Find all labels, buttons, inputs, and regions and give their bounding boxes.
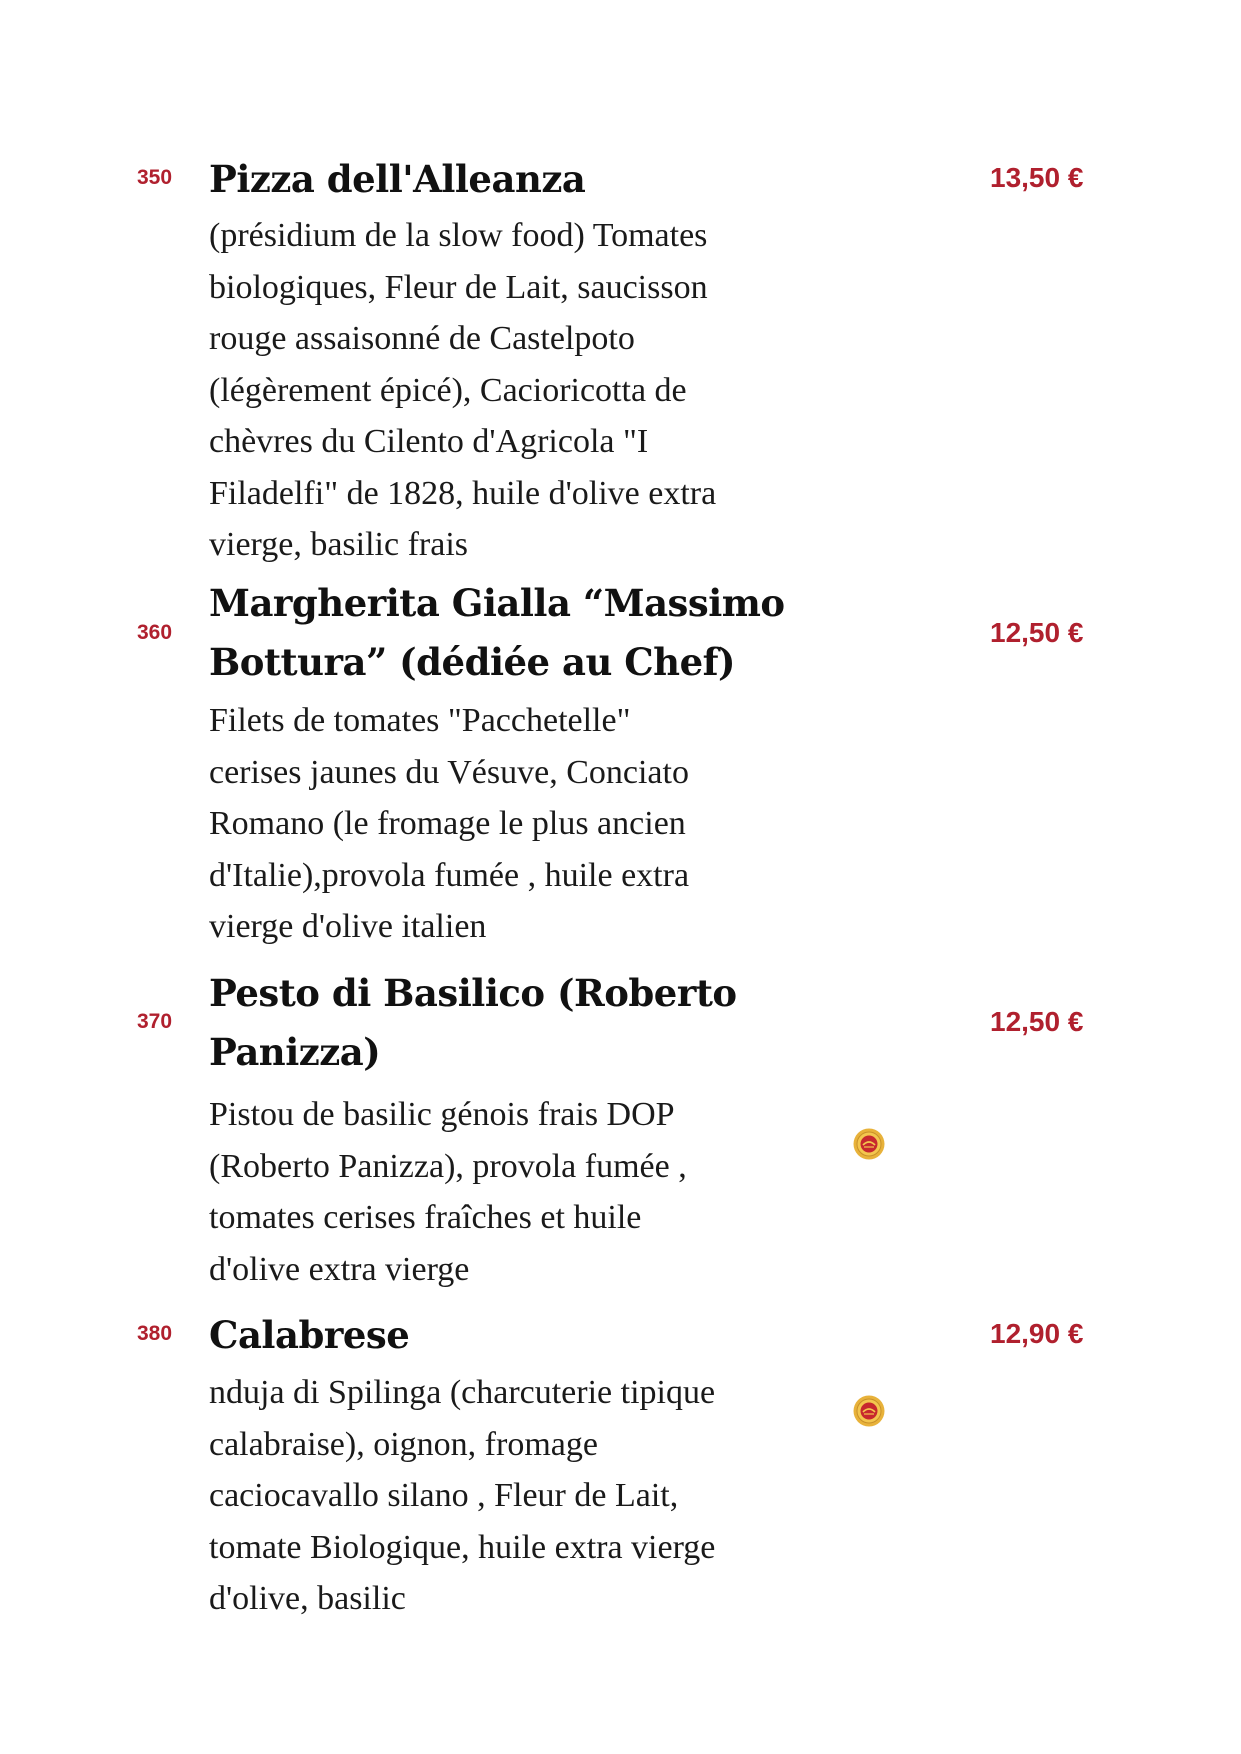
description-line: calabraise), oignon, fromage bbox=[209, 1425, 598, 1463]
item-name-line: Panizza) bbox=[209, 1030, 381, 1074]
item-number: 360 bbox=[137, 621, 173, 644]
description-line: tomates cerises fraîches et huile bbox=[209, 1199, 642, 1236]
description-line: biologiques, Fleur de Lait, saucisson bbox=[209, 268, 708, 306]
description-line: nduja di Spilinga (charcuterie tipique bbox=[209, 1374, 716, 1411]
item-price: 12,50 € bbox=[990, 1006, 1084, 1037]
description-line: (présidium de la slow food) Tomates bbox=[209, 217, 708, 254]
item-name bbox=[209, 1306, 849, 1365]
description-line: Filadelfi" de 1828, huile d'olive extra bbox=[209, 474, 717, 512]
description-line: d'olive extra vierge bbox=[209, 1250, 470, 1288]
item-price: 13,50 € bbox=[990, 162, 1084, 193]
item-name-line: Calabrese bbox=[209, 1313, 410, 1357]
description-line: Romano (le fromage le plus ancien bbox=[209, 805, 686, 842]
description-line: chèvres du Cilento d'Agricola "I bbox=[209, 423, 649, 460]
item-name-line: Bottura” (dédiée au Chef) bbox=[209, 640, 736, 684]
item-number: 380 bbox=[137, 1322, 173, 1345]
description-line: cerises jaunes du Vésuve, Conciato bbox=[209, 753, 689, 791]
item-number: 370 bbox=[137, 1010, 173, 1033]
item-description bbox=[209, 1367, 829, 1625]
item-name-line: Margherita Gialla “Massimo bbox=[209, 581, 785, 625]
item-description bbox=[209, 210, 829, 571]
item-name bbox=[209, 150, 849, 209]
item-price: 12,50 € bbox=[990, 617, 1084, 648]
description-line: Pistou de basilic génois frais DOP bbox=[209, 1096, 675, 1133]
description-line: d'olive, basilic bbox=[209, 1580, 406, 1617]
dop-seal-icon bbox=[853, 1128, 885, 1160]
item-description bbox=[209, 1089, 829, 1295]
description-line: rouge assaisonné de Castelpoto bbox=[209, 320, 635, 357]
description-line: tomate Biologique, huile extra vierge bbox=[209, 1528, 716, 1566]
item-number: 350 bbox=[137, 166, 173, 189]
item-name bbox=[209, 574, 849, 692]
description-line: vierge d'olive italien bbox=[209, 908, 487, 945]
item-name-line: Pesto di Basilico (Roberto bbox=[209, 971, 737, 1015]
item-price: 12,90 € bbox=[990, 1318, 1084, 1349]
description-line: (Roberto Panizza), provola fumée , bbox=[209, 1147, 687, 1185]
item-name bbox=[209, 964, 849, 1082]
item-name-line: Pizza dell'Alleanza bbox=[209, 157, 586, 201]
description-line: caciocavallo silano , Fleur de Lait, bbox=[209, 1477, 679, 1514]
dop-seal-icon bbox=[853, 1395, 885, 1427]
description-line: vierge, basilic frais bbox=[209, 526, 469, 563]
description-line: (légèrement épicé), Cacioricotta de bbox=[209, 371, 687, 409]
item-description bbox=[209, 695, 829, 953]
description-line: d'Italie),provola fumée , huile extra bbox=[209, 856, 690, 894]
description-line: Filets de tomates "Pacchetelle" bbox=[209, 702, 631, 739]
